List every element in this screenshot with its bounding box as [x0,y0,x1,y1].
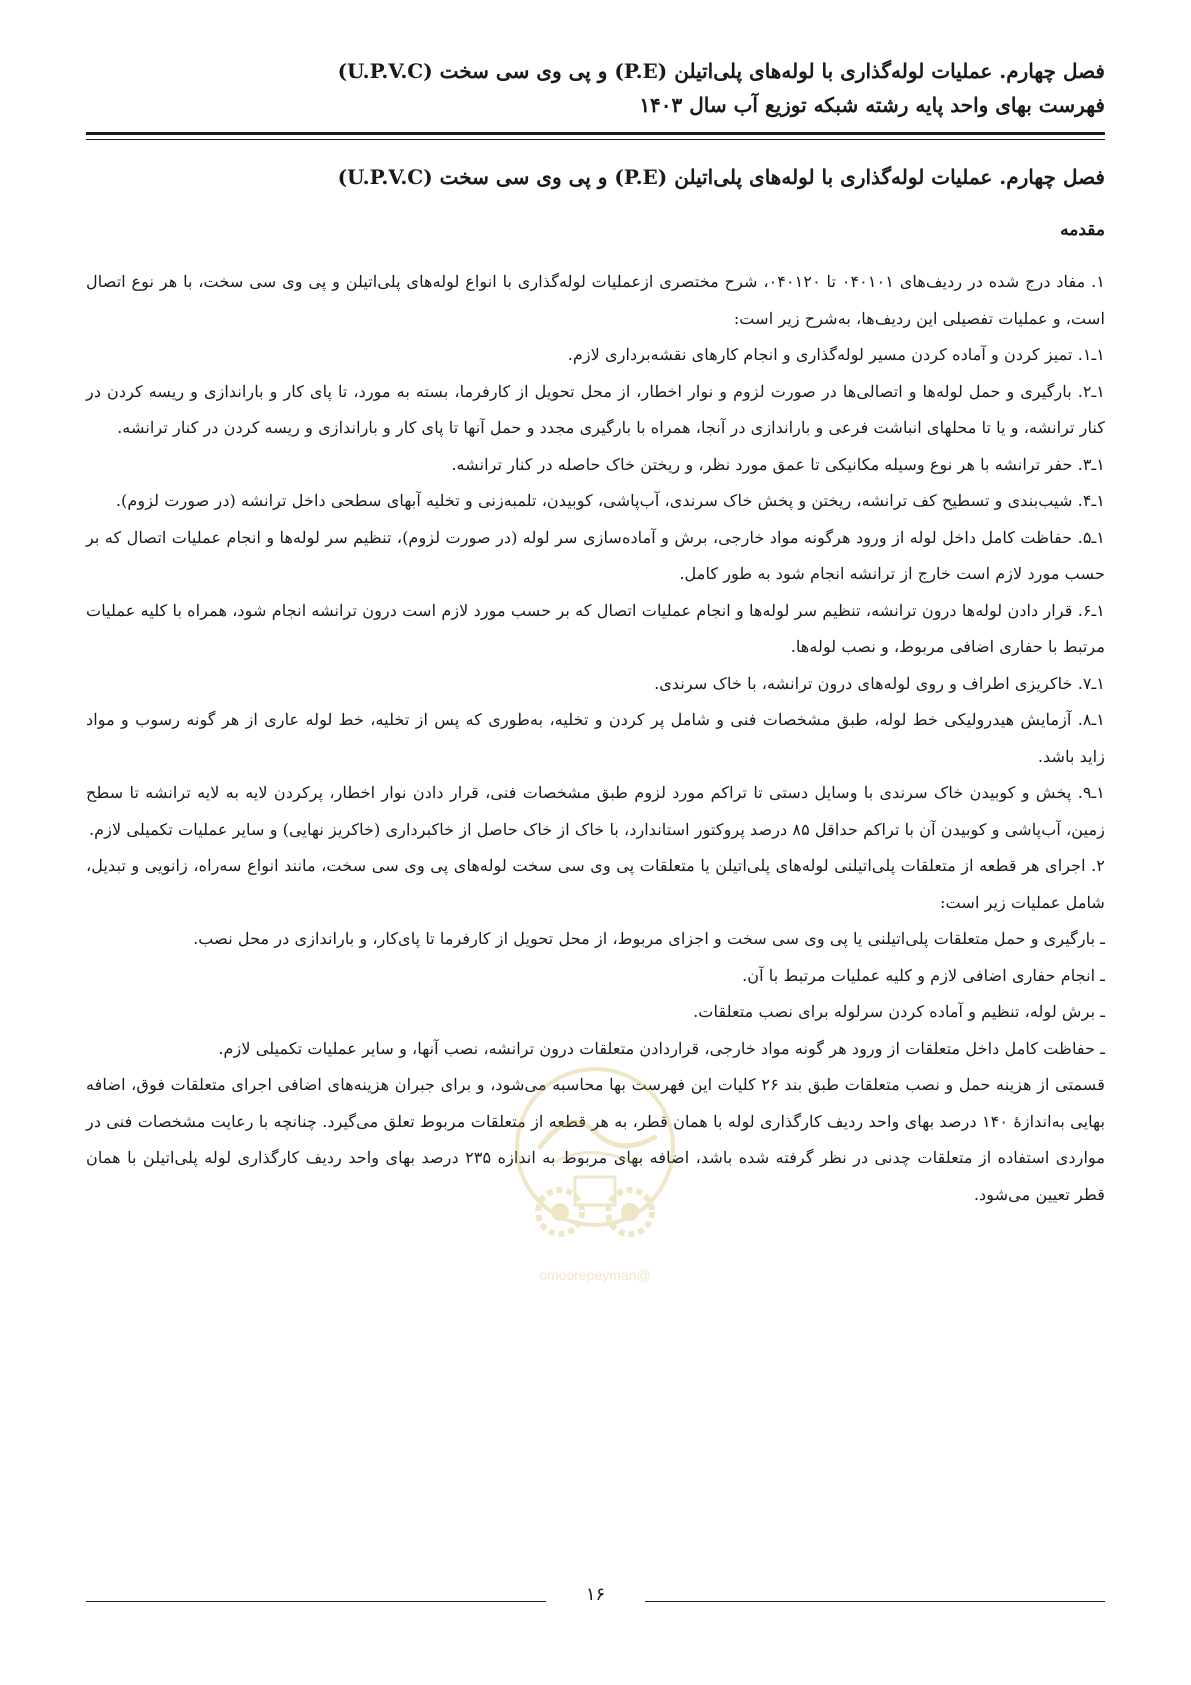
running-header [86,54,1105,122]
section-title: مقدمه [1060,220,1105,240]
paragraph: ۱ـ۵. حفاظت کامل داخل لوله از ورود هرگونه مواد خارجی، برش و آماده‌سازی سر لوله (در صورت لزوم)، تنظیم سر لوله‌ها و انجام عملیات اتصال که بر حسب مورد لازم است خارج از ترانشه انجام شود به طور کامل. [86,527,1105,583]
paragraph: ۲. اجرای هر قطعه از متعلقات پلی‌اتیلنی لوله‌های پلی‌اتیلن یا متعلقات پی وی سی سخت لوله‌های پی وی سی سخت، مانند انواع سه‌راه، زانویی و تبدیل، شامل عملیات زیر است: [86,856,1105,912]
paragraph: ۱ـ۴. شیب‌بندی و تسطیح کف ترانشه، ریختن و پخش خاک سرندی، آب‌پاشی، کوبیدن، تلمبه‌زنی و تخلیه آبهای سطحی داخل ترانشه (در صورت لزوم). [115,491,1105,510]
header-rule-thick [86,132,1105,135]
page-footer [86,1580,1105,1620]
paragraph: ـ برش لوله، تنظیم و آماده کردن سرلوله برای نصب متعلقات. [693,1002,1105,1021]
paragraph: ۱ـ۶. قرار دادن لوله‌ها درون ترانشه، تنظیم سر لوله‌ها و انجام عملیات اتصال که بر حسب مورد لازم است درون ترانشه انجام شود، همراه با کلیه عملیات مرتبط با حفاری اضافی مربوط، و نصب لوله‌ها. [86,600,1105,656]
paragraph: ۱ـ۸. آزمایش هیدرولیکی خط لوله، طبق مشخصات فنی و شامل پر کردن و تخلیه، به‌طوری که پس از تخلیه، خط لوله عاری از هر گونه رسوب و مواد زاید باشد. [86,710,1105,766]
paragraph: ۱ـ۲. بارگیری و حمل لوله‌ها و اتصالی‌ها در صورت لزوم و نوار اخطار، از محل تحویل از کارفرما، بسته به مورد، تا پای کار و باراندازی و ریسه کردن در کنار ترانشه، و یا تا محلهای انباشت فرعی و باراندازی در آنجا، همراه با بارگیری مجدد و حمل آنها تا پای کار و باراندازی و ریسه کردن در کنار ترانشه. [86,381,1105,437]
watermark-text: @omoorepeyman [539,1267,651,1283]
page-content [86,160,1105,1213]
paragraph: ۱ـ۳. حفر ترانشه با هر نوع وسیله مکانیکی تا عمق مورد نظر، و ریختن خاک حاصله در کنار ترانشه. [451,454,1105,474]
paragraph-list [86,264,1105,1213]
page-number: ۱۶ [585,1584,606,1605]
paragraph: ـ انجام حفاری اضافی لازم و کلیه عملیات مرتبط با آن. [742,965,1105,985]
running-header-price-list: فهرست بهای واحد پایه رشته شبکه توزیع آب سال ۱۴۰۳ [639,93,1105,117]
header-rule-thin [86,139,1105,140]
paragraph: ۱ـ۷. خاکریزی اطراف و روی لوله‌های درون ترانشه، با خاک سرندی. [654,673,1105,693]
chapter-title: فصل چهارم. عملیات لوله‌گذاری با لوله‌های پلی‌اتیلن (P.E) و پی وی سی سخت (U.P.V.C) [337,165,1105,189]
paragraph: ـ حفاظت کامل داخل متعلقات از ورود هر گونه مواد خارجی، قراردادن متعلقات درون ترانشه، نصب آنها، و سایر عملیات تکمیلی لازم. [218,1038,1105,1058]
paragraph: ۱. مفاد درج شده در ردیف‌های ۰۴۰۱۰۱ تا ۰۴۰۱۲۰، شرح مختصری ازعملیات لوله‌گذاری با انواع لوله‌های پلی‌اتیلن و پی وی سی سخت، با هر نوع اتصال است، و عملیات تفصیلی این ردیف‌ها، به‌شرح زیر است: [86,272,1105,328]
paragraph: قسمتی از هزینه حمل و نصب متعلقات طبق بند ۲۶ کلیات این فهرست بها محاسبه می‌شود، و برای جبران هزینه‌های اضافی اجرای متعلقات فوق، اضافه بهایی به‌اندازهٔ ۱۴۰ درصد بهای واحد ردیف کارگذاری لوله با همان قطر، به هر قطعه از متعلقات مربوط تعلق می‌گیرد. چنانچه با رعایت مشخصات فنی در مواردی استفاده از متعلقات چدنی در نظر گرفته شده باشد، اضافه بهای مربوط به اندازه ۲۳۵ درصد بهای واحد ردیف کارگذاری لوله پلی‌اتیلن با همان قطر تعیین می‌شود. [86,1075,1106,1204]
paragraph: ۱ـ۱. تمیز کردن و آماده کردن مسیر لوله‌گذاری و انجام کارهای نقشه‌برداری لازم. [567,345,1105,364]
paragraph: ـ بارگیری و حمل متعلقات پلی‌اتیلنی یا پی وی سی سخت و اجزای مربوط، از محل تحویل از کارفرما تا پای‌کار، و باراندازی در محل نصب. [193,929,1105,948]
paragraph: ۱ـ۹. پخش و کوبیدن خاک سرندی با وسایل دستی تا تراکم مورد لزوم طبق مشخصات فنی، قرار دادن نوار اخطار، پرکردن لایه به لایه ترانشه تا سطح زمین، آب‌پاشی و کوبیدن آن با تراکم حداقل ۸۵ درصد پروکتور استاندارد، با خاک از خاک حاصل از خاکبرداری (خاکریز نهایی) و سایر عملیات تکمیلی لازم. [86,783,1105,839]
running-header-chapter: فصل چهارم. عملیات لوله‌گذاری با لوله‌های پلی‌اتیلن (P.E) و پی وی سی سخت (U.P.V.C) [337,59,1105,83]
